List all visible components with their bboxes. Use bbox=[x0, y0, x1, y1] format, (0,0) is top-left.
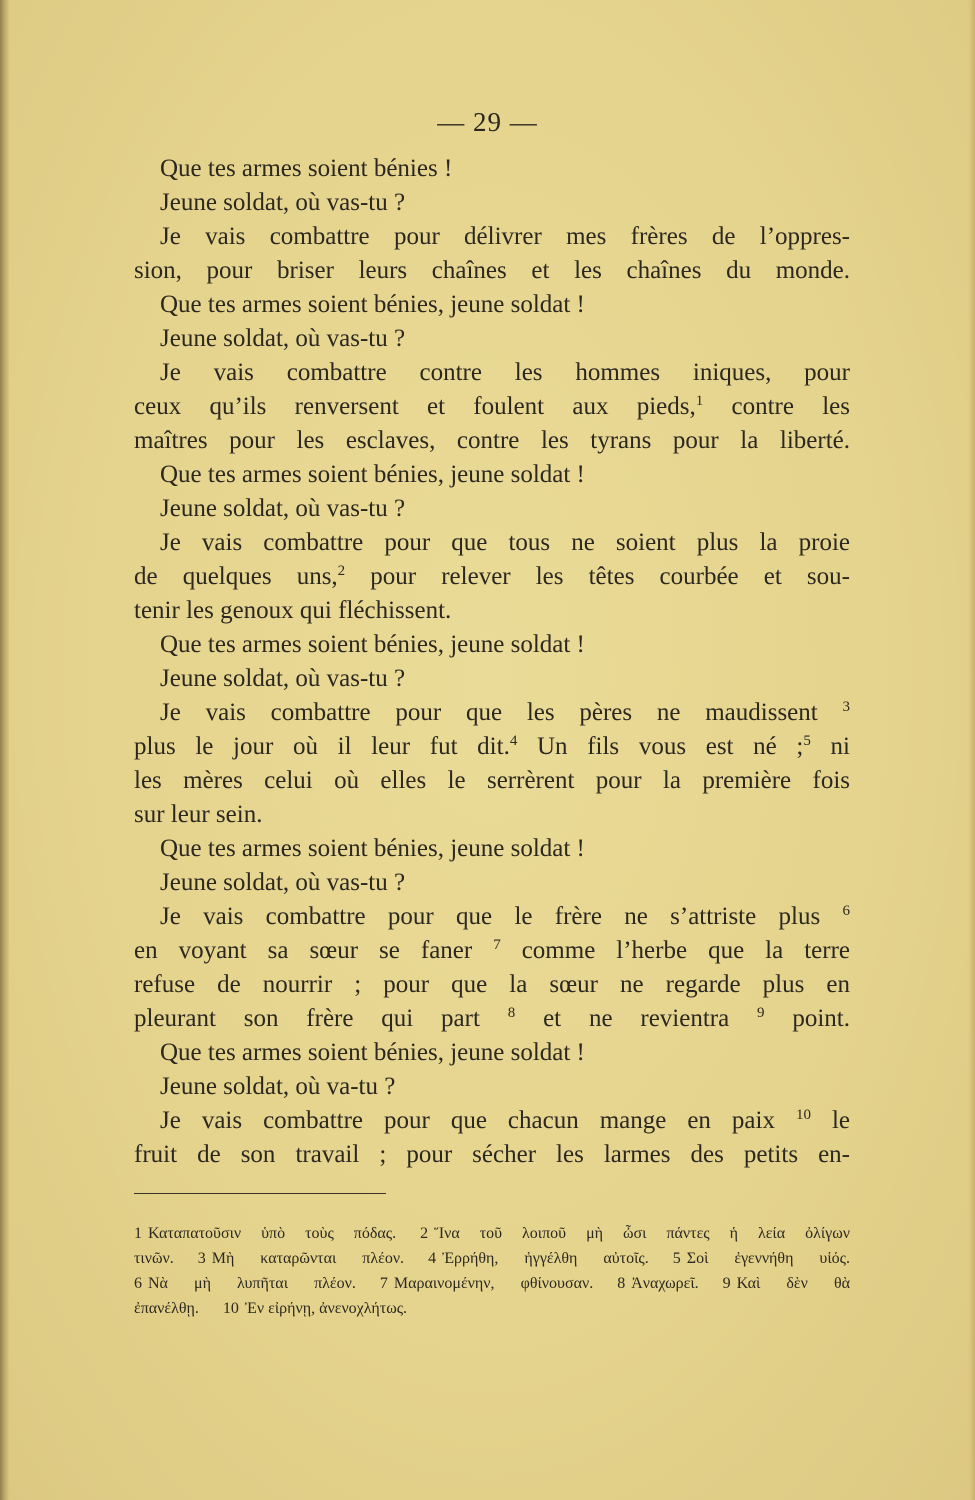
text-line: plus le jour où il leur fut dit.$^4$ Un fils vous est né ;$^5$ ni bbox=[134, 733, 850, 760]
footnote-text: ἐπανέλθῃ. bbox=[134, 1300, 199, 1317]
text-line: Jeune soldat, où vas-tu ? bbox=[160, 325, 406, 352]
text-line: Jeune soldat, où vas-tu ? bbox=[160, 665, 406, 692]
page-right-edge bbox=[968, 0, 975, 1500]
text-line: de quelques uns,$^2$ pour relever les têtes courbée et sou- bbox=[134, 563, 850, 590]
text-line: Que tes armes soient bénies, jeune soldat ! bbox=[160, 835, 585, 862]
text-line: tenir les genoux qui fléchissent. bbox=[134, 597, 452, 624]
text-line: Jeune soldat, où vas-tu ? bbox=[160, 869, 406, 896]
footnote-ref: 3 bbox=[842, 699, 850, 715]
page-left-binding-edge bbox=[0, 0, 9, 1500]
footnote-text: Μαραινομένην, φθίνουσαν. bbox=[393, 1275, 594, 1292]
footnote-text: τινῶν. bbox=[134, 1250, 174, 1267]
footnotes bbox=[134, 1221, 850, 1321]
footnote-ref: 4 bbox=[509, 733, 518, 749]
text-line: Jeune soldat, où vas-tu ? bbox=[160, 495, 406, 522]
text-line: Que tes armes soient bénies, jeune soldat ! bbox=[160, 291, 585, 318]
text-line: Je vais combattre pour que chacun mange en paix $^{10}$ le bbox=[160, 1107, 850, 1134]
footnote-ref: 5 bbox=[803, 733, 811, 749]
page-number: — 29 — bbox=[437, 107, 538, 137]
footnote-line bbox=[134, 1296, 850, 1321]
footnote-text: Ἐν εἰρήνῃ, ἀνενοχλήτως. bbox=[244, 1300, 408, 1317]
footnote-line bbox=[134, 1246, 850, 1271]
footnote-text: Νὰ μὴ λυπῆται πλέον. bbox=[148, 1275, 356, 1292]
footnote-number: 1 bbox=[134, 1225, 142, 1242]
text-line: refuse de nourrir ; pour que la sœur ne regarde plus en bbox=[134, 971, 850, 998]
text-line: Je vais combattre pour que tous ne soient plus la proie bbox=[160, 529, 850, 556]
text-line: Je vais combattre pour délivrer mes frères de l’oppres- bbox=[160, 223, 850, 250]
footnote-number: 6 bbox=[134, 1275, 142, 1292]
footnote-ref: 1 bbox=[695, 393, 704, 409]
footnote-ref: 9 bbox=[757, 1005, 765, 1021]
footnote-number: 2 bbox=[420, 1225, 429, 1242]
text-line: Que tes armes soient bénies, jeune soldat ! bbox=[160, 1039, 585, 1066]
footnote-divider bbox=[134, 1193, 386, 1194]
text-line: Jeune soldat, où va-tu ? bbox=[160, 1073, 396, 1100]
text-line: pleurant son frère qui part $^8$ et ne revientra $^9$ point. bbox=[134, 1005, 850, 1032]
footnote-ref: 6 bbox=[842, 903, 850, 919]
text-line: Je vais combattre contre les hommes iniques, pour bbox=[160, 359, 850, 386]
footnote-number: 5 bbox=[672, 1250, 681, 1267]
footnote-ref: 8 bbox=[507, 1005, 516, 1021]
footnote-text: Μὴ καταρῶνται πλέον. bbox=[211, 1250, 405, 1267]
footnote-number: 10 bbox=[222, 1300, 239, 1317]
footnote-number: 9 bbox=[722, 1275, 731, 1292]
footnote-number: 8 bbox=[617, 1275, 626, 1292]
footnote-text: Καὶ δὲν θὰ bbox=[736, 1275, 850, 1292]
text-line: Je vais combattre pour que les pères ne maudissent $^3$ bbox=[160, 699, 850, 726]
text-line: Je vais combattre pour que le frère ne s’attriste plus $^6$ bbox=[160, 903, 850, 930]
poem-body bbox=[134, 152, 850, 1172]
footnote-ref: 10 bbox=[795, 1107, 811, 1123]
footnote-text: Ἵνα τοῦ λοιποῦ μὴ ὦσι πάντες ἡ λεία ὀλίγων bbox=[434, 1225, 850, 1242]
text-line: sur leur sein. bbox=[134, 801, 263, 828]
footnote-number: 7 bbox=[379, 1275, 388, 1292]
footnote-line bbox=[134, 1271, 850, 1296]
text-line: fruit de son travail ; pour sécher les larmes des petits en- bbox=[134, 1141, 850, 1168]
footnote-text: Καταπατοῦσιν ὑπὸ τοὺς πόδας. bbox=[148, 1225, 397, 1242]
footnote-ref: 2 bbox=[337, 563, 346, 579]
footnote-number: 3 bbox=[197, 1250, 206, 1267]
text-line: les mères celui où elles le serrèrent pour la première fois bbox=[134, 767, 850, 794]
footnote-ref: 7 bbox=[493, 937, 501, 953]
footnote-line bbox=[134, 1221, 850, 1246]
footnote-text: Ἐρρήθη, ἠγγέλθη αὐτοῖς. bbox=[442, 1250, 649, 1267]
text-line: sion, pour briser leurs chaînes et les chaînes du monde. bbox=[134, 257, 850, 284]
footnote-text: Ἀναχωρεῖ. bbox=[631, 1275, 699, 1292]
text-line: en voyant sa sœur se faner $^7$ comme l’herbe que la terre bbox=[134, 937, 850, 964]
text-line: maîtres pour les esclaves, contre les tyrans pour la liberté. bbox=[134, 427, 850, 454]
text-line: ceux qu’ils renversent et foulent aux pieds,$^1$ contre les bbox=[134, 393, 850, 420]
footnote-text: Σοὶ ἐγεννήθη υἱός. bbox=[686, 1250, 850, 1267]
footnote-number: 4 bbox=[428, 1250, 437, 1267]
text-line: Que tes armes soient bénies ! bbox=[160, 155, 453, 182]
text-line: Que tes armes soient bénies, jeune soldat ! bbox=[160, 631, 585, 658]
text-line: Que tes armes soient bénies, jeune soldat ! bbox=[160, 461, 585, 488]
text-line: Jeune soldat, où vas-tu ? bbox=[160, 189, 406, 216]
